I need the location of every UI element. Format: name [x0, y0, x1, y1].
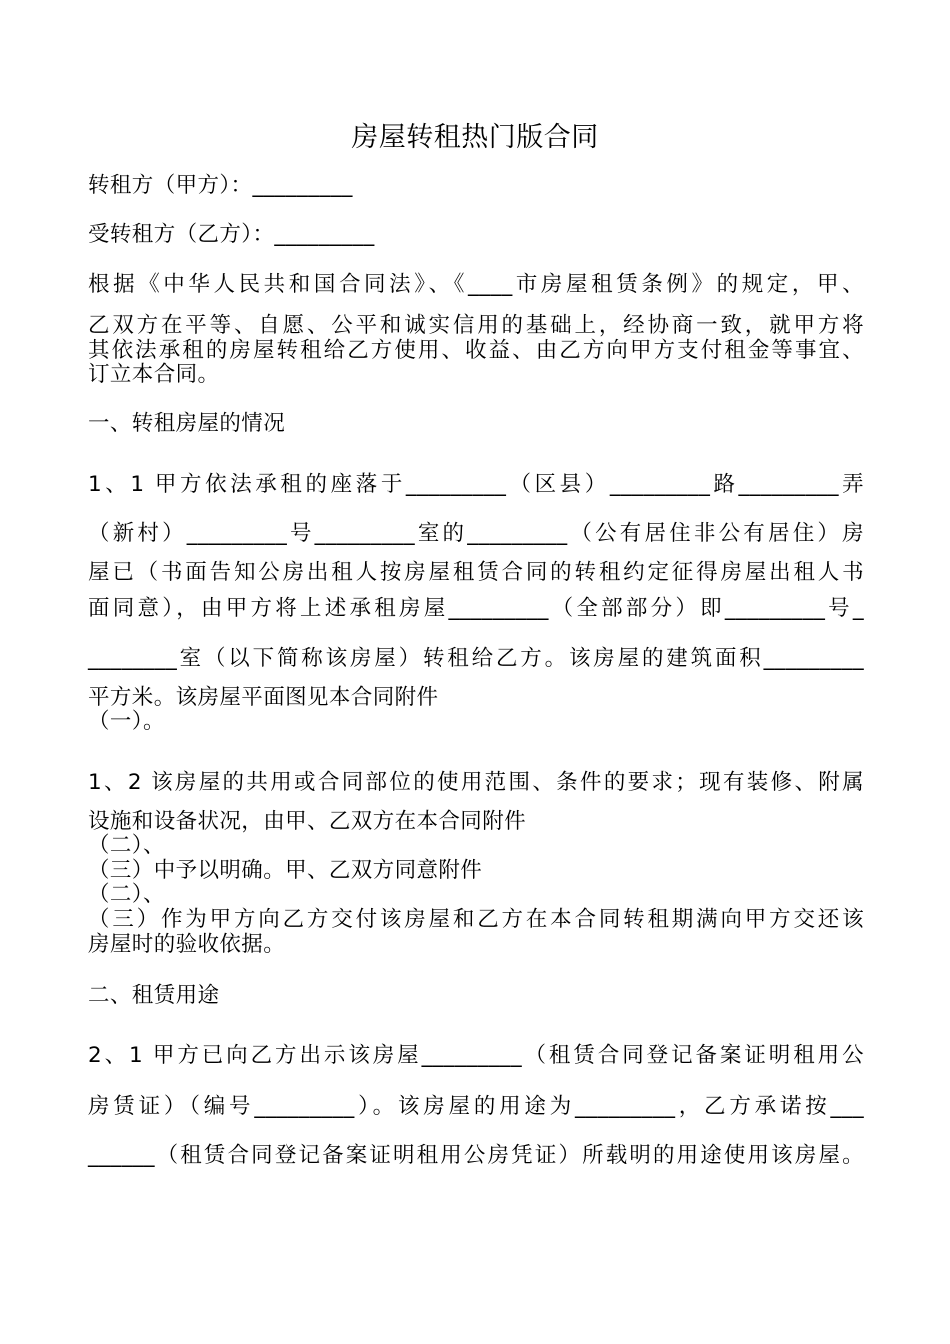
clause-1-1-line-3: 屋已（书面告知公房出租人按房屋租赁合同的转租约定征得房屋出租人书	[88, 560, 864, 585]
clause-2-1-line-1: 2、1 甲方已向乙方出示该房屋_________（租赁合同登记备案证明租用公	[88, 1043, 864, 1068]
clause-1-1-line-1: 1、1 甲方依法承租的座落于_________（区县）_________路_________弄	[88, 472, 864, 497]
preamble-line-2: 乙双方在平等、自愿、公平和诚实信用的基础上，经协商一致，就甲方将	[88, 313, 864, 338]
clause-1-2-line-7: 房屋时的验收依据。	[88, 932, 286, 957]
clause-2-1-line-3: ______（租赁合同登记备案证明租用公房凭证）所载明的用途使用该房屋。	[88, 1143, 864, 1168]
clause-1-1-line-5: ________室（以下简称该房屋）转租给乙方。该房屋的建筑面积_________	[88, 646, 864, 671]
preamble-line-1: 根据《中华人民共和国合同法》、《____市房屋租赁条例》的规定，甲、	[88, 272, 864, 297]
lessee-line: 受转租方（乙方）：_________	[88, 222, 375, 247]
clause-1-1-line-2: （新村）_________号_________室的_________（公有居住非公有居住）房	[88, 521, 864, 546]
preamble-line-3: 其依法承租的房屋转租给乙方使用、收益、由乙方向甲方支付租金等事宜、	[88, 338, 864, 363]
clause-1-2-line-1: 1、2 该房屋的共用或合同部位的使用范围、条件的要求；现有装修、附属	[88, 770, 864, 795]
clause-1-2-line-6: （三）作为甲方向乙方交付该房屋和乙方在本合同转租期满向甲方交还该	[88, 907, 864, 932]
clause-2-1-line-2: 房赁证）（编号_________）。该房屋的用途为_________，乙方承诺按___	[88, 1094, 864, 1119]
clause-1-1-line-4: 面同意），由甲方将上述承租房屋_________（全部部分）即_________号_	[88, 596, 864, 621]
clause-1-2-line-3: （二）、	[88, 833, 165, 858]
section-heading-1: 一、转租房屋的情况	[88, 411, 286, 436]
section-heading-2: 二、租赁用途	[88, 983, 220, 1008]
clause-1-2-line-4: （三）中予以明确。甲、乙双方同意附件	[88, 858, 483, 883]
clause-1-2-line-2: 设施和设备状况，由甲、乙双方在本合同附件	[88, 809, 527, 834]
preamble-line-4: 订立本合同。	[88, 362, 220, 387]
lessor-line: 转租方（甲方）：_________	[88, 173, 353, 198]
clause-1-1-line-7: （一）。	[88, 709, 165, 734]
clause-1-2-line-5: （二）、	[88, 882, 165, 907]
clause-1-1-line-6: 平方米。该房屋平面图见本合同附件	[88, 685, 439, 710]
document-title: 房屋转租热门版合同	[351, 122, 599, 153]
